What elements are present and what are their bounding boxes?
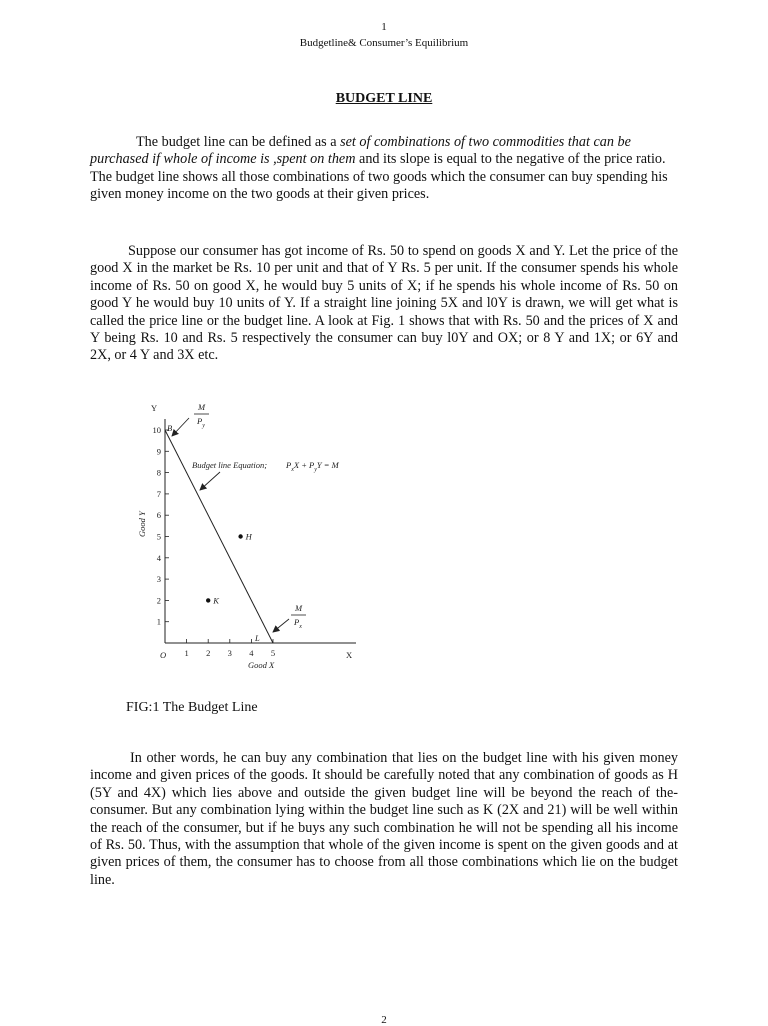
x-tick-label: 1 (184, 648, 189, 658)
y-tick-label: 8 (156, 467, 161, 478)
y-axis-title: Good Y (137, 511, 147, 537)
fraction-den-x: $P_x$ (294, 617, 302, 630)
budget-line-chart (128, 395, 380, 685)
arrow-to-budget-line (200, 472, 220, 490)
fraction-den-y: $P_y$ (197, 416, 205, 429)
x-tick-label: 3 (227, 648, 232, 658)
point-h-marker (238, 534, 242, 538)
fraction-num-y: M (198, 402, 206, 412)
definition-italic: set of combinations of two commodities that can be purchased if whole of income is ,spent on them (90, 134, 631, 168)
x-ticks (184, 639, 275, 658)
y-tick-label: 9 (156, 446, 161, 457)
paragraph-definition-lead: The budget line can be defined as a (136, 134, 341, 150)
y-tick-label: 3 (156, 574, 161, 585)
page-number: 1 (381, 21, 387, 33)
paragraph-definition (90, 134, 678, 204)
equation-formula: $P_xX + P_yY = M$ (286, 460, 339, 473)
y-tick-label: 2 (156, 595, 161, 606)
y-tick-label: 6 (156, 510, 161, 521)
y-tick-label: 7 (156, 488, 161, 499)
paragraph-definition-tail: and its slope is equal to the negative of the price ratio. The budget line shows all those combinations of two goods which the consumer can buy spending his given money income on the two goods at their given prices. (90, 151, 668, 203)
fraction-num-x: M (295, 603, 303, 613)
running-title: Budgetline& Consumer’s Equilibrium (299, 37, 469, 49)
x-tick-label: 5 (270, 648, 276, 658)
origin-label: O (160, 650, 167, 660)
page-number-bottom: 2 (381, 1014, 387, 1026)
figure-caption: FIG:1 The Budget Line (126, 700, 258, 715)
paragraph-example: Suppose our consumer has got income of Rs. 50 to spend on goods X and Y. Let the price of the good X in the market be Rs. 10 per unit and that of Y Rs. 5 per unit. If the consumer spends his whole income of Rs. 50 on good X, he would buy 5 units of X; if he spends his whole income of Rs. 50 on good Y he would buy 10 units of Y. If a straight line joining 5X and l0Y is drawn, we will get what is called the price line or the budget line. A look at Fig. 1 shows that with Rs. 50 and the prices of X and Y being Rs. 10 and Rs. 5 respectively the consumer can buy l0Y and OX; or 8 Y and 1X; or 6Y and 2X, or 4 Y and 3X etc. (90, 243, 678, 364)
budget-line-figure (128, 395, 380, 685)
y-ticks (152, 423, 173, 627)
x-tick-label: 2 (206, 648, 211, 658)
arrow-to-l (273, 619, 289, 632)
point-k-label: K (213, 595, 219, 606)
x-axis-title: Good X (248, 660, 275, 670)
document-title: BUDGET LINE (335, 91, 433, 106)
point-h-label: H (245, 531, 252, 542)
x-tick-label: 4 (249, 648, 254, 658)
point-l-label: L (255, 633, 260, 643)
paragraph-conclusion: In other words, he can buy any combination that lies on the budget line with his given money income and given prices of the goods. It should be carefully noted that any combination of goods as H (5Y and 4X) which lies above and outside the given budget line will be beyond the reach of the-consumer. But any combination lying within the budget line such as K (2X and 21) will be well within the reach of the consumer, but if he buys any such combination he will not be spending all his income of Rs. 50. Thus, with the assumption that whole of the given income is spent on the given goods and at given prices of them, the consumer has to choose from all those combinations which lie on the budget line. (90, 750, 678, 888)
y-tick-label: 10 (152, 425, 161, 435)
point-b-label: B (167, 423, 173, 433)
arrow-to-b (172, 418, 189, 436)
point-k-marker (206, 598, 210, 602)
y-tick-label: 1 (156, 616, 161, 627)
x-axis-letter: X (346, 650, 353, 660)
y-tick-label: 5 (156, 531, 161, 542)
equation-label: Budget line Equation; (192, 460, 268, 470)
y-tick-label: 4 (156, 552, 161, 563)
y-axis-letter: Y (151, 403, 158, 413)
